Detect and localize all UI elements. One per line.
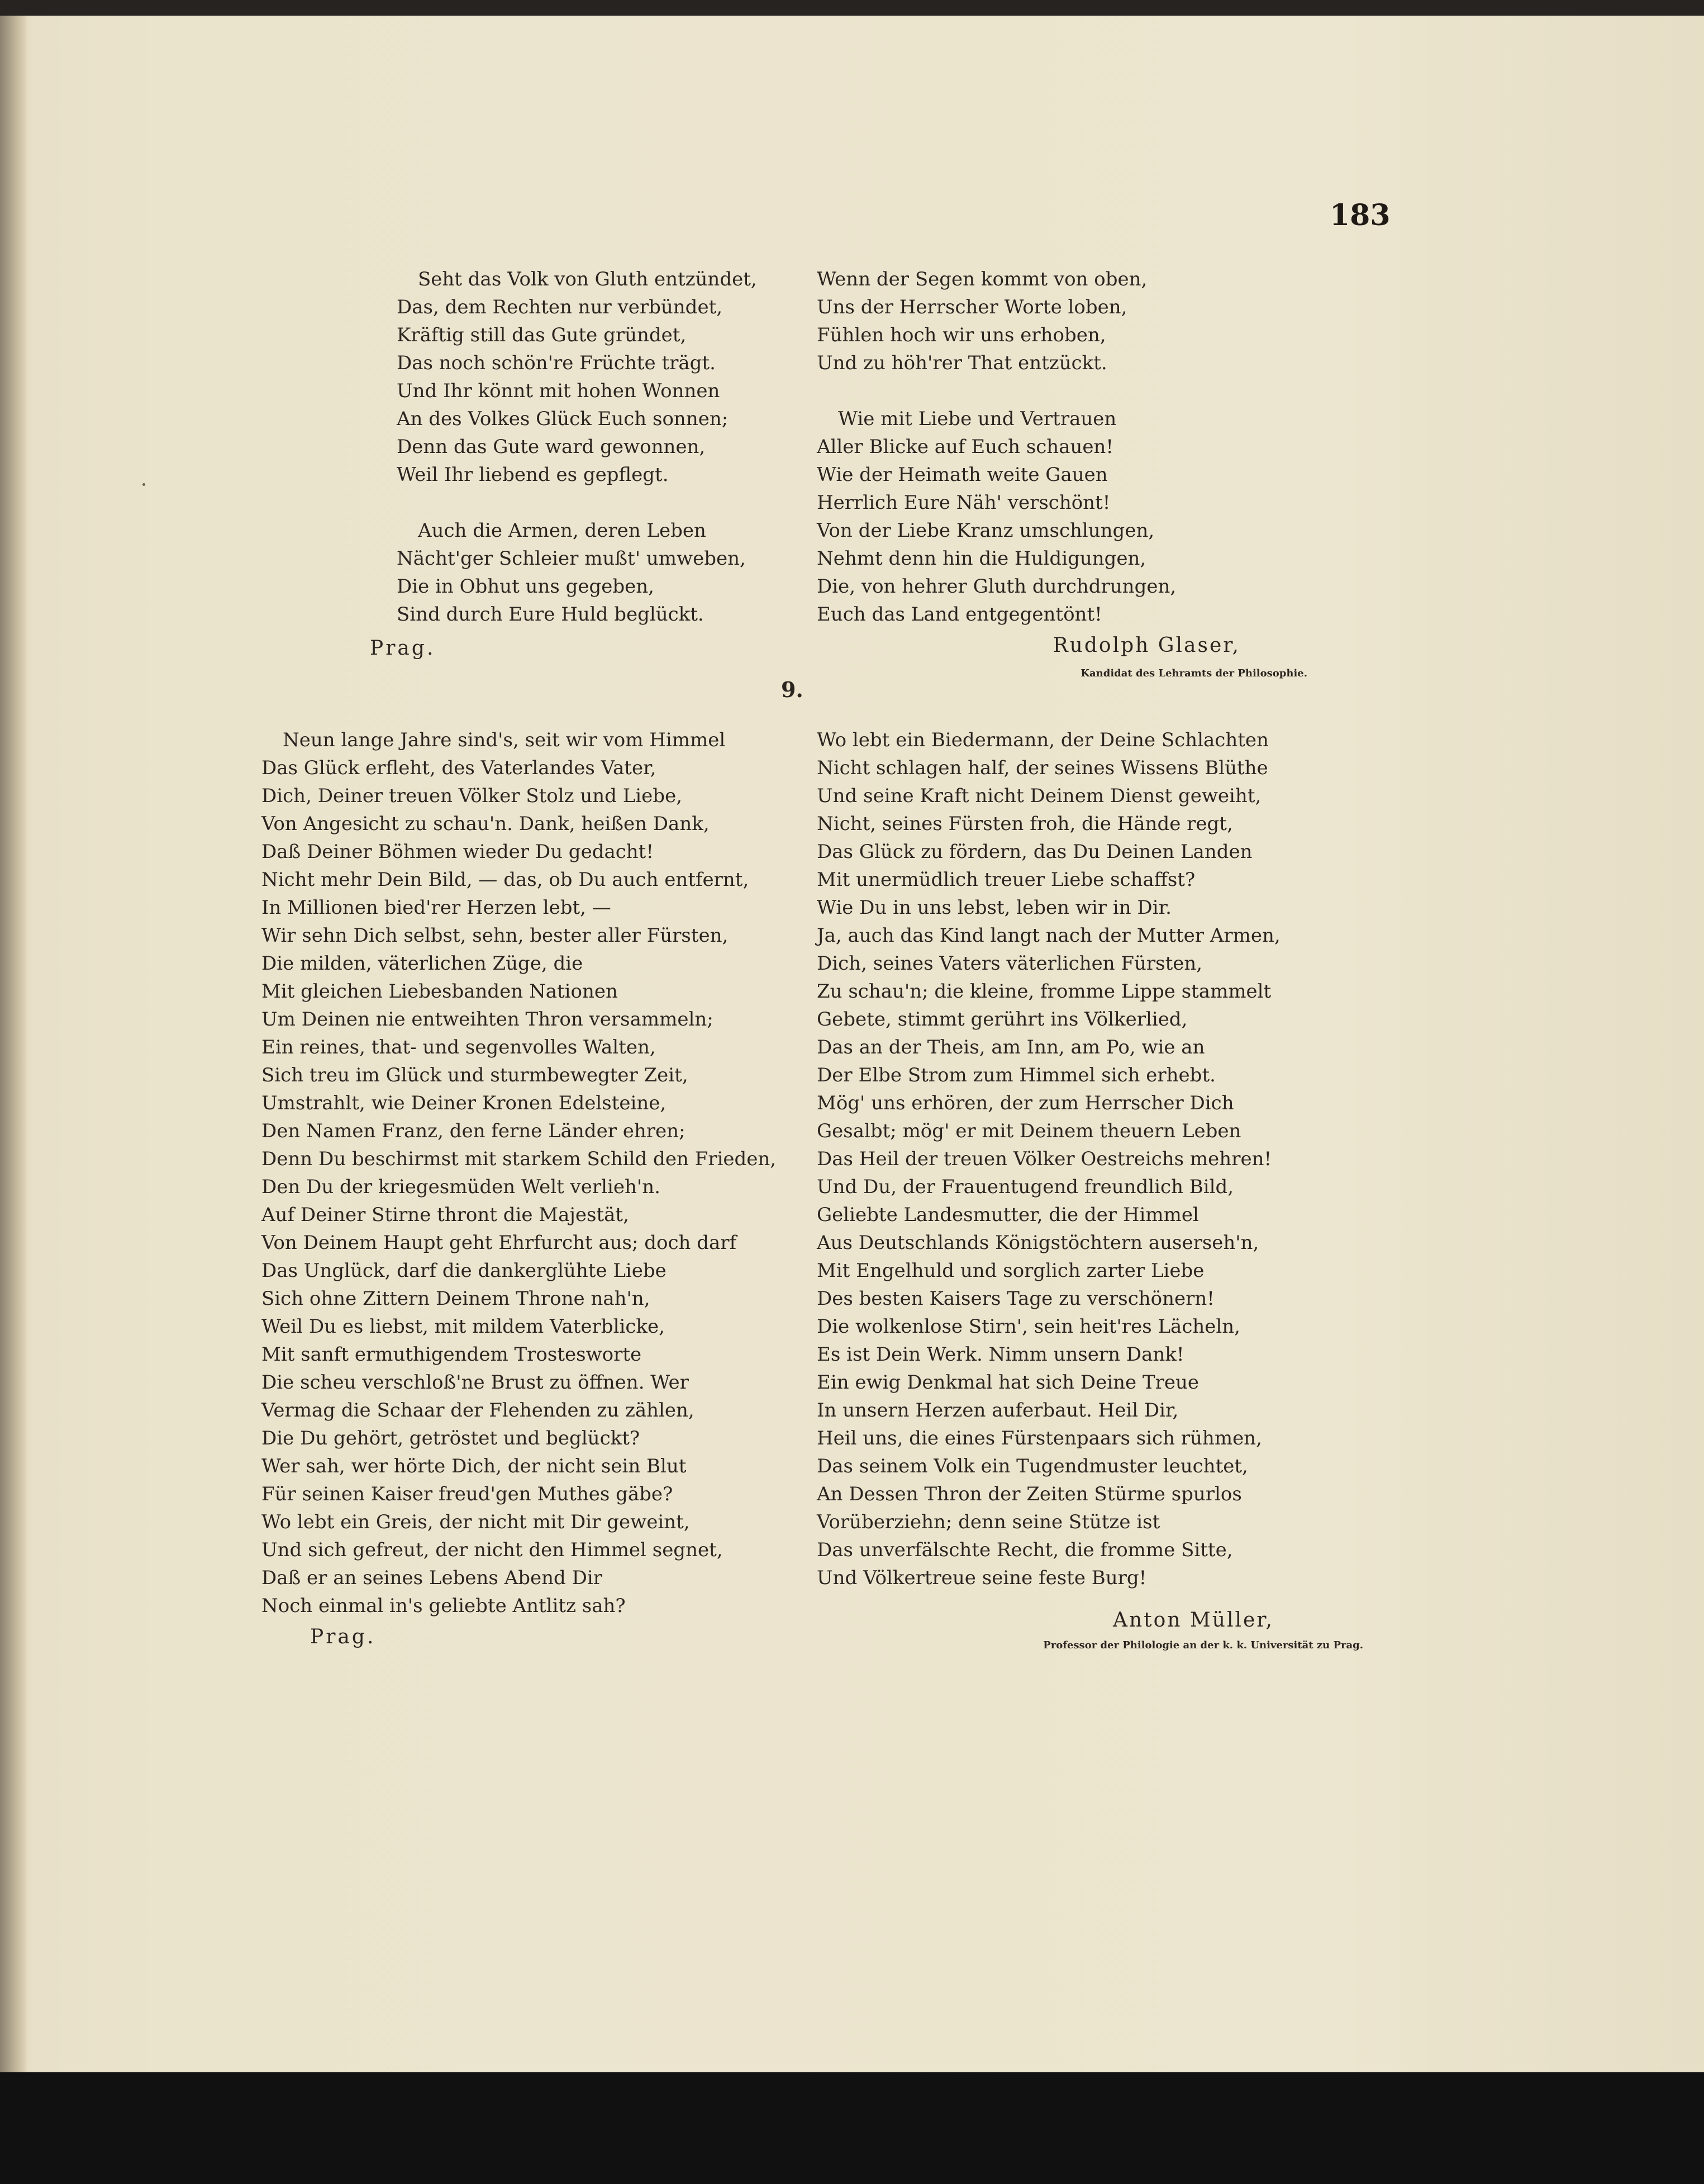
poem-line: Nicht, seines Fürsten froh, die Hände regt, bbox=[817, 813, 1233, 835]
poem-line: Mög' uns erhören, der zum Herrscher Dich bbox=[817, 1092, 1234, 1114]
poem-line: Die, von hehrer Gluth durchdrungen, bbox=[817, 575, 1177, 598]
poem-line: Von Angesicht zu schau'n. Dank, heißen Dank, bbox=[261, 813, 710, 835]
poem-line: Das Glück erfleht, des Vaterlandes Vater, bbox=[261, 757, 656, 779]
poem-line: Mit unermüdlich treuer Liebe schaffst? bbox=[817, 869, 1196, 891]
poem-line: Weil Du es liebst, mit mildem Vaterblicke, bbox=[261, 1315, 665, 1338]
poem-line: Von der Liebe Kranz umschlungen, bbox=[817, 519, 1155, 542]
page-number: 183 bbox=[1330, 198, 1391, 232]
poem-line: Und Ihr könnt mit hohen Wonnen bbox=[397, 380, 720, 402]
poem-line: Nehmt denn hin die Huldigungen, bbox=[817, 547, 1146, 570]
poem-line: Herrlich Eure Näh' verschönt! bbox=[817, 492, 1111, 514]
poem-line: Euch das Land entgegentönt! bbox=[817, 603, 1102, 626]
poem8-right-stanza1 bbox=[817, 265, 1147, 377]
poem-line: Aus Deutschlands Königstöchtern auserseh'n, bbox=[817, 1232, 1259, 1254]
poem-line: Das seinem Volk ein Tugendmuster leuchtet, bbox=[817, 1455, 1248, 1477]
poem-line: Heil uns, die eines Fürstenpaars sich rühmen, bbox=[817, 1427, 1262, 1449]
poem-line: Noch einmal in's geliebte Antlitz sah? bbox=[261, 1595, 626, 1617]
poem-line: Das Heil der treuen Völker Oestreichs mehren! bbox=[817, 1148, 1272, 1170]
poem-line: Vorüberziehn; denn seine Stütze ist bbox=[817, 1511, 1160, 1533]
poem-line: Nicht schlagen half, der seines Wissens Blüthe bbox=[817, 757, 1268, 779]
poem9-author: Anton Müller, bbox=[1112, 1609, 1274, 1632]
poem-line: Und Du, der Frauentugend freundlich Bild, bbox=[817, 1176, 1234, 1198]
poem-line: Ein reines, that- und segenvolles Walten, bbox=[261, 1036, 656, 1058]
poem-line: Weil Ihr liebend es gepflegt. bbox=[397, 464, 669, 486]
poem9-place: Prag. bbox=[310, 1625, 376, 1648]
poem9-left-column bbox=[261, 726, 776, 1620]
poem-line: Nächt'ger Schleier mußt' umweben, bbox=[397, 547, 746, 570]
poem-line: Uns der Herrscher Worte loben, bbox=[817, 296, 1127, 318]
poem8-right-stanza2 bbox=[817, 405, 1176, 628]
poem-line: Kräftig still das Gute gründet, bbox=[397, 324, 687, 346]
poem-line: Aller Blicke auf Euch schauen! bbox=[817, 436, 1114, 458]
poem-line: Und seine Kraft nicht Deinem Dienst geweiht, bbox=[817, 785, 1262, 807]
poem-line: Auch die Armen, deren Leben bbox=[418, 519, 706, 542]
poem-line: Die Du gehört, getröstet und beglückt? bbox=[261, 1427, 640, 1449]
poem-line: Sich treu im Glück und sturmbewegter Zeit, bbox=[261, 1064, 688, 1086]
poem9-affiliation: Professor der Philologie an der k. k. Universität zu Prag. bbox=[1043, 1639, 1363, 1651]
poem-line: Wenn der Segen kommt von oben, bbox=[817, 268, 1148, 290]
poem-line: Um Deinen nie entweihten Thron versammeln; bbox=[261, 1008, 713, 1031]
poem-line: Das an der Theis, am Inn, am Po, wie an bbox=[817, 1036, 1205, 1058]
poem-line: Das, dem Rechten nur verbündet, bbox=[397, 296, 723, 318]
poem-line: Denn das Gute ward gewonnen, bbox=[397, 436, 706, 458]
poem-line: Das Glück zu fördern, das Du Deinen Landen bbox=[817, 841, 1253, 863]
poem-line: Wie mit Liebe und Vertrauen bbox=[838, 408, 1117, 430]
poem-line: Dich, seines Vaters väterlichen Fürsten, bbox=[817, 952, 1203, 975]
poem-line: Ja, auch das Kind langt nach der Mutter Armen, bbox=[817, 924, 1281, 947]
poem-line: An Dessen Thron der Zeiten Stürme spurlos bbox=[817, 1483, 1242, 1505]
poem-line: Das noch schön're Früchte trägt. bbox=[397, 352, 716, 374]
poem-line: Sind durch Eure Huld beglückt. bbox=[397, 603, 704, 626]
poem8-author: Rudolph Glaser, bbox=[1053, 634, 1240, 657]
poem-line: Der Elbe Strom zum Himmel sich erhebt. bbox=[817, 1064, 1216, 1086]
poem-line: Sich ohne Zittern Deinem Throne nah'n, bbox=[261, 1287, 650, 1310]
poem8-place: Prag. bbox=[370, 637, 436, 660]
paper-speck bbox=[142, 483, 145, 486]
poem-line: Geliebte Landesmutter, die der Himmel bbox=[817, 1204, 1199, 1226]
poem-line: Wie der Heimath weite Gauen bbox=[817, 464, 1108, 486]
poem-line: Das unverfälschte Recht, die fromme Sitte, bbox=[817, 1539, 1233, 1561]
poem8-left-stanza2 bbox=[397, 517, 746, 628]
poem-line: Neun lange Jahre sind's, seit wir vom Himmel bbox=[283, 729, 726, 751]
poem-line: Nicht mehr Dein Bild, — das, ob Du auch entfernt, bbox=[261, 869, 749, 891]
poem-line: Des besten Kaisers Tage zu verschönern! bbox=[817, 1287, 1215, 1310]
poem-line: Wo lebt ein Greis, der nicht mit Dir geweint, bbox=[261, 1511, 690, 1533]
poem-line: Das Unglück, darf die dankerglühte Liebe bbox=[261, 1260, 667, 1282]
poem8-affiliation: Kandidat des Lehramts der Philosophie. bbox=[1081, 667, 1307, 679]
poem9-number: 9. bbox=[781, 677, 803, 702]
poem-line: Den Namen Franz, den ferne Länder ehren; bbox=[261, 1120, 686, 1142]
poem9-right-column bbox=[817, 726, 1281, 1592]
poem-line: Von Deinem Haupt geht Ehrfurcht aus; doch darf bbox=[261, 1232, 737, 1254]
poem-line: Umstrahlt, wie Deiner Kronen Edelsteine, bbox=[261, 1092, 667, 1114]
poem-line: Mit sanft ermuthigendem Trosteswortе bbox=[261, 1343, 642, 1366]
poem-line: Wir sehn Dich selbst, sehn, bester aller Fürsten, bbox=[261, 924, 729, 947]
page-gutter-shadow bbox=[0, 16, 28, 2138]
poem-line: Wer sah, wer hörte Dich, der nicht sein Blut bbox=[261, 1455, 687, 1477]
poem-line: Und zu höh'rer That entzückt. bbox=[817, 352, 1107, 374]
poem-line: Zu schau'n; die kleine, fromme Lippe stammelt bbox=[817, 980, 1272, 1003]
poem-line: In Millionen bied'rer Herzen lebt, — bbox=[261, 897, 611, 919]
poem-line: Die scheu verschloß'ne Brust zu öffnen. Wer bbox=[261, 1371, 689, 1394]
poem-line: Mit Engelhuld und sorglich zarter Liebe bbox=[817, 1260, 1205, 1282]
poem-line: Denn Du beschirmst mit starkem Schild den Frieden, bbox=[261, 1148, 777, 1170]
poem-line: Und sich gefreut, der nicht den Himmel segnet, bbox=[261, 1539, 723, 1561]
poem-line: An des Volkes Glück Euch sonnen; bbox=[397, 408, 729, 430]
poem-line: Die in Obhut uns gegeben, bbox=[397, 575, 654, 598]
poem-line: Fühlen hoch wir uns erhoben, bbox=[817, 324, 1106, 346]
poem-line: Ein ewig Denkmal hat sich Deine Treue bbox=[817, 1371, 1200, 1394]
poem-line: Wie Du in uns lebst, leben wir in Dir. bbox=[817, 897, 1172, 919]
poem-line: Wo lebt ein Biedermann, der Deine Schlachten bbox=[817, 729, 1269, 751]
poem-line: Vermag die Schaar der Flehenden zu zählen, bbox=[261, 1399, 694, 1422]
scan-bottom-edge bbox=[0, 2072, 1704, 2184]
poem-line: Es ist Dein Werk. Nimm unsern Dank! bbox=[817, 1343, 1184, 1366]
poem-line: Die wolkenlose Stirn', sein heit'res Lächeln, bbox=[817, 1315, 1240, 1338]
poem-line: Für seinen Kaiser freud'gen Muthes gäbe? bbox=[261, 1483, 673, 1505]
poem8-left-stanza1 bbox=[397, 265, 757, 489]
poem-line: In unsern Herzen auferbaut. Heil Dir, bbox=[817, 1399, 1179, 1422]
poem-line: Gesalbt; mög' er mit Deinem theuern Leben bbox=[817, 1120, 1241, 1142]
poem-line: Daß er an seines Lebens Abend Dir bbox=[261, 1567, 602, 1589]
poem-line: Dich, Deiner treuen Völker Stolz und Liebe, bbox=[261, 785, 682, 807]
poem-line: Auf Deiner Stirne thront die Majestät, bbox=[261, 1204, 629, 1226]
poem-line: Den Du der kriegesmüden Welt verlieh'n. bbox=[261, 1176, 660, 1198]
poem-line: Und Völkertreue seine feste Burg! bbox=[817, 1567, 1147, 1589]
poem-line: Mit gleichen Liebesbanden Nationen bbox=[261, 980, 618, 1003]
poem-line: Gebete, stimmt gerührt ins Völkerlied, bbox=[817, 1008, 1188, 1031]
poem-line: Seht das Volk von Gluth entzündet, bbox=[418, 268, 757, 290]
poem-line: Die milden, väterlichen Züge, die bbox=[261, 952, 583, 975]
poem-line: Daß Deiner Böhmen wieder Du gedacht! bbox=[261, 841, 654, 863]
